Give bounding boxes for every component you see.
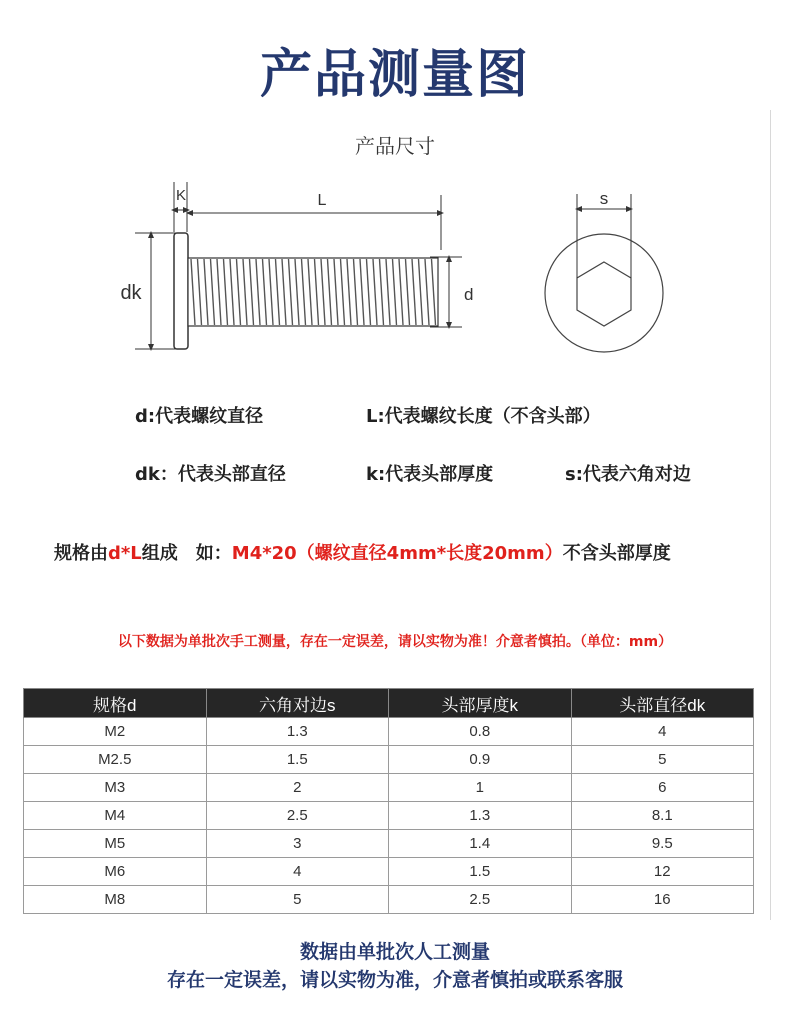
cell-diameter: 16 [571, 886, 754, 914]
table-row [24, 718, 754, 746]
cell-hex: 2.5 [206, 802, 389, 830]
legend-s: s:代表六角对边 [565, 464, 691, 485]
header-head-diameter-dk: 头部直径dk [571, 689, 754, 718]
spec-suffix: 不含头部厚度 [562, 543, 671, 564]
cell-thickness: 1 [389, 774, 572, 802]
table-row [24, 858, 754, 886]
cell-spec: M8 [24, 886, 207, 914]
page-title: 产品测量图 [259, 45, 530, 105]
cell-diameter: 4 [571, 718, 754, 746]
cell-thickness: 0.9 [389, 746, 572, 774]
cell-spec: M2 [24, 718, 207, 746]
spec-example-value: M4*20（螺纹直径4mm*长度20mm） [231, 543, 563, 564]
cell-hex: 1.3 [206, 718, 389, 746]
cell-spec: M2.5 [24, 746, 207, 774]
cell-hex: 4 [206, 858, 389, 886]
table-header-row [24, 689, 754, 718]
legend-dk: dk：代表头部直径 [135, 464, 286, 485]
diagram-subtitle: 产品尺寸 [355, 134, 435, 158]
spec-formula: d*L [108, 543, 142, 564]
table-row [24, 802, 754, 830]
cell-spec: M4 [24, 802, 207, 830]
spec-prefix: 规格由 [54, 543, 108, 564]
table-row [24, 746, 754, 774]
measurement-warning: 以下数据为单批次手工测量，存在一定误差，请以实物为准！介意者慎拍。（单位：mm） [117, 634, 673, 650]
cell-diameter: 8.1 [571, 802, 754, 830]
d-label: d [464, 285, 474, 304]
cell-thickness: 0.8 [389, 718, 572, 746]
cell-spec: M6 [24, 858, 207, 886]
cell-thickness: 1.3 [389, 802, 572, 830]
cell-thickness: 2.5 [389, 886, 572, 914]
cell-diameter: 12 [571, 858, 754, 886]
table-row [24, 830, 754, 858]
cell-thickness: 1.4 [389, 830, 572, 858]
l-label: L [317, 192, 327, 209]
header-head-thickness-k: 头部厚度k [389, 689, 572, 718]
spec-example [54, 539, 671, 565]
cell-diameter: 6 [571, 774, 754, 802]
screw-head [174, 233, 188, 349]
cell-diameter: 5 [571, 746, 754, 774]
screw-diagram [0, 170, 790, 360]
legend-l: L:代表螺纹长度（不含头部） [366, 406, 601, 427]
k-label: K [175, 187, 187, 204]
legend-k: k:代表头部厚度 [366, 464, 494, 485]
table-row [24, 774, 754, 802]
footer-note-2: 存在一定误差，请以实物为准，介意者慎拍或联系客服 [166, 969, 623, 991]
s-label: s [599, 189, 609, 208]
cell-spec: M3 [24, 774, 207, 802]
cell-diameter: 9.5 [571, 830, 754, 858]
header-hex-s: 六角对边s [206, 689, 389, 718]
cell-thickness: 1.5 [389, 858, 572, 886]
footer-note-1: 数据由单批次人工测量 [299, 941, 490, 963]
header-spec-d: 规格d [24, 689, 207, 718]
cell-hex: 3 [206, 830, 389, 858]
legend-d: d:代表螺纹直径 [135, 406, 264, 427]
cell-spec: M5 [24, 830, 207, 858]
spec-middle: 组成 如： [141, 543, 232, 564]
cell-hex: 5 [206, 886, 389, 914]
cell-hex: 2 [206, 774, 389, 802]
size-table [23, 688, 754, 914]
table-row [24, 886, 754, 914]
cell-hex: 1.5 [206, 746, 389, 774]
dk-label: dk [120, 282, 142, 304]
